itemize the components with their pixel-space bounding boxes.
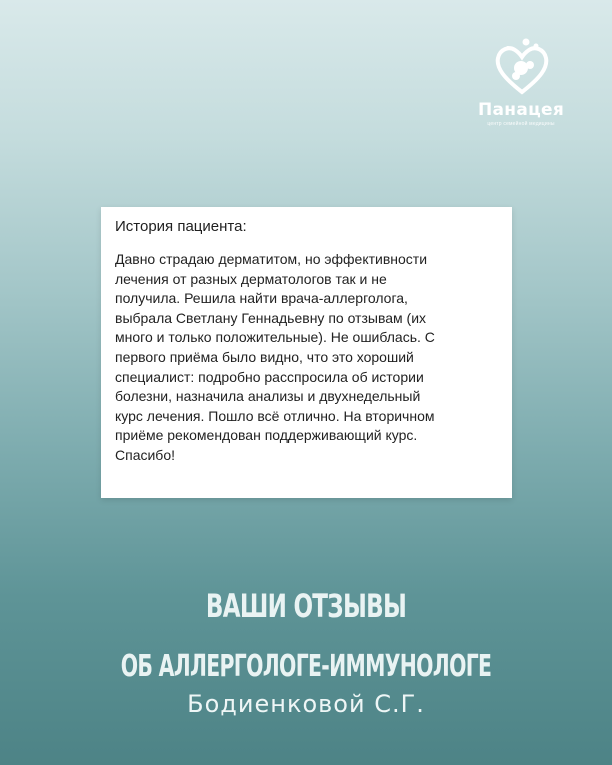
- headline-reviews: ВАШИ ОТЗЫВЫ: [205, 587, 407, 625]
- heart-with-figures-icon: [494, 38, 550, 98]
- review-card: [101, 207, 512, 498]
- brand-name: Панацея: [477, 100, 565, 120]
- review-card-text: Давно страдаю дерматитом, но эффективности лечения от разных дерматологов так и не получила. Решила найти врача-аллерголога, выбрала Светлану Геннадьевну по отзывам (их много и только положительные). Не ошиблась. С первого приёма было видно, что это хороший специалист: подробно расспросила об истории болезни, назначила анализы и двухнедельный курс лечения. Пошло всё отлично. На вторичном приёме рекомендован поддерживающий курс. Спасибо!: [115, 251, 435, 463]
- brand-tagline: центр семейной медицины: [487, 121, 555, 127]
- headline-specialty: ОБ АЛЛЕРГОЛОГЕ-ИММУНОЛОГЕ: [120, 649, 492, 684]
- doctor-name: Бодиенковой С.Г.: [187, 690, 425, 718]
- brand-logo: [466, 38, 576, 138]
- review-card-title: История пациента:: [115, 218, 247, 235]
